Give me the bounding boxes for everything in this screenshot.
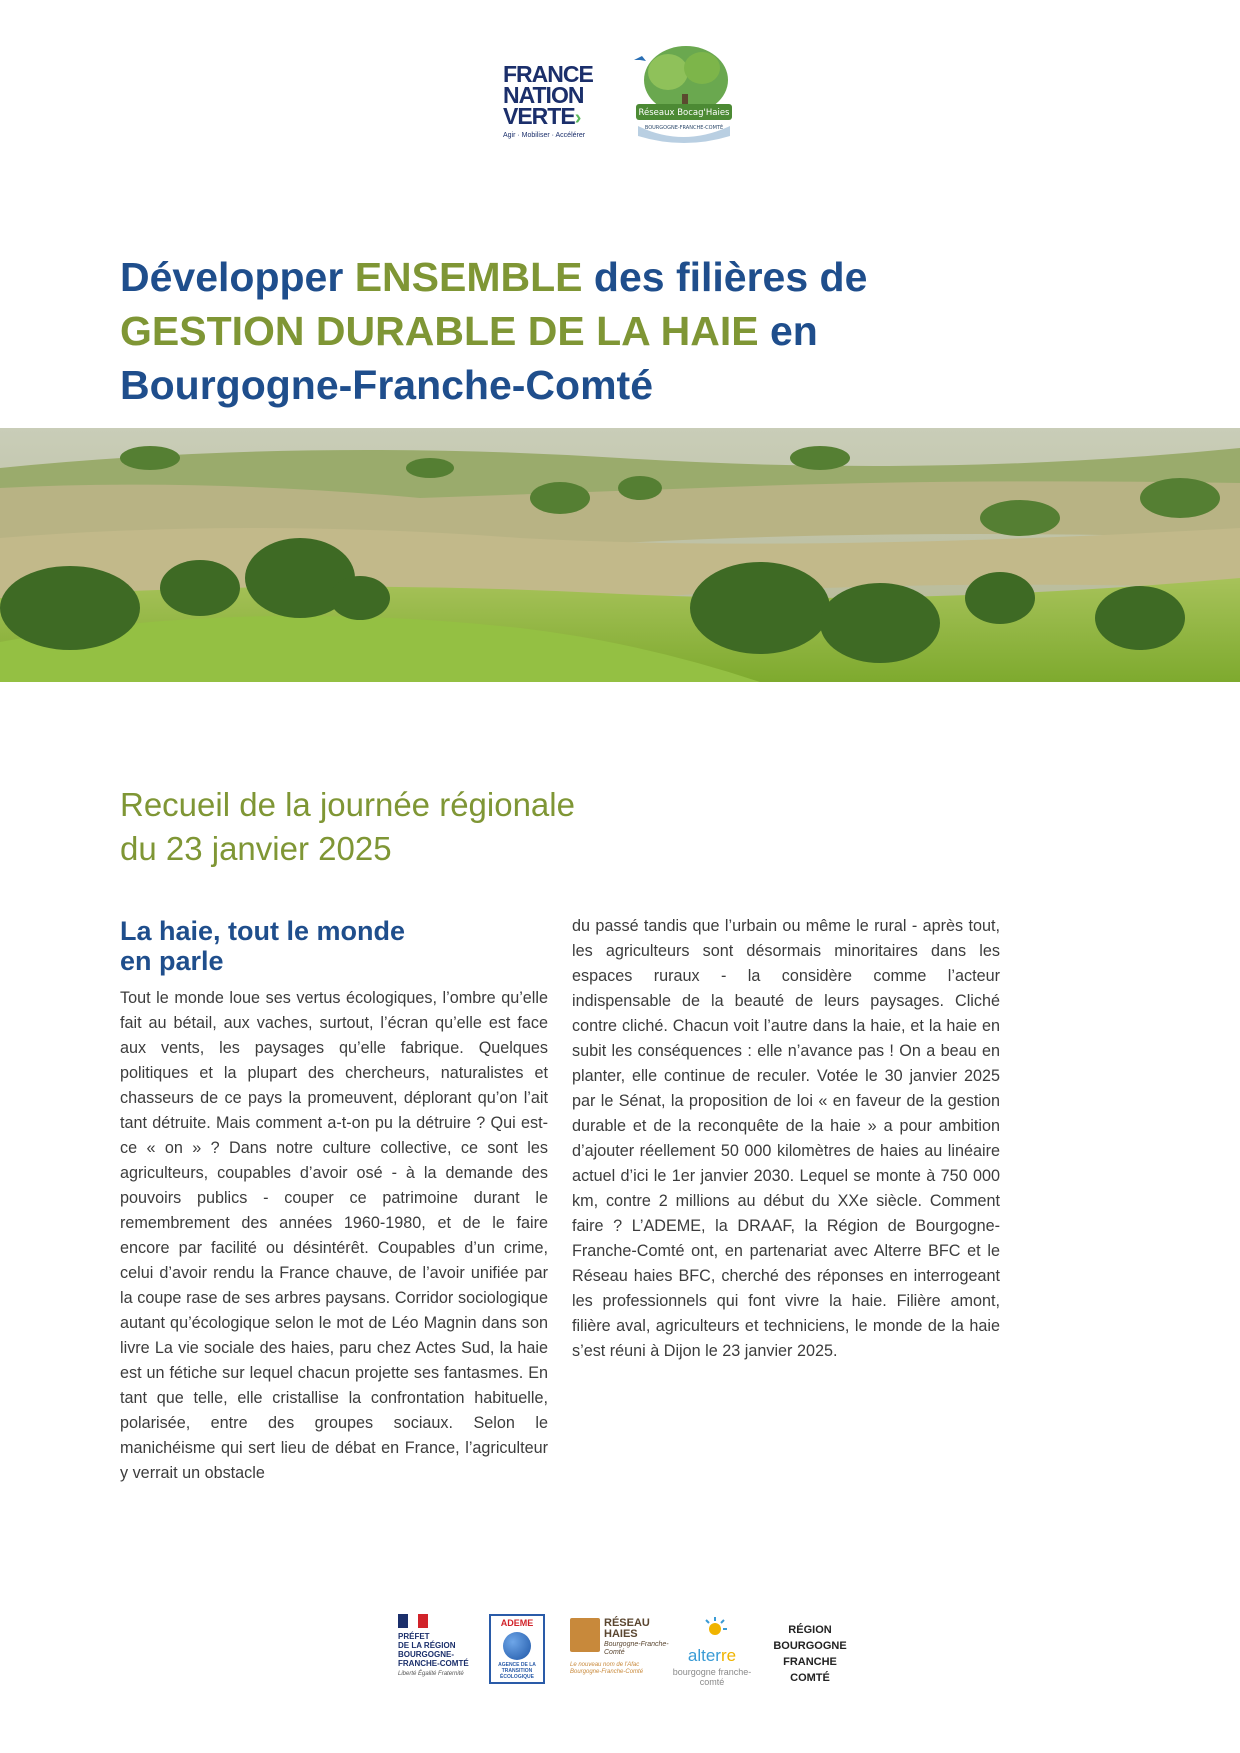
landscape-photo	[0, 428, 1240, 682]
reseau-haies-name: RÉSEAU HAIES	[604, 1617, 650, 1640]
reseau-haies-tagline: Le nouveau nom de l'Afac Bourgogne-Franche-Comté	[570, 1662, 644, 1675]
rbfc-line-3: FRANCHE	[783, 1656, 837, 1668]
alterre-name	[672, 1646, 752, 1666]
fnv-line-3	[503, 103, 611, 129]
title-highlight-2: GESTION DURABLE DE LA HAIE	[120, 308, 759, 354]
france-nation-verte-logo	[503, 61, 611, 142]
prefet-line-1: PRÉFET	[398, 1632, 430, 1641]
globe-icon	[503, 1632, 531, 1660]
sun-icon	[702, 1616, 728, 1642]
tree-icon	[628, 42, 738, 146]
title-part3: en	[758, 308, 818, 354]
page-subtitle	[120, 783, 820, 871]
fnv-line-3-text: VERTE	[503, 103, 575, 129]
fnv-line-2: NATION	[503, 82, 584, 108]
alterre-logo	[672, 1616, 752, 1686]
alterre-name-a: alter	[687, 1646, 721, 1665]
alterre-region: bourgogne franche-comté	[672, 1667, 752, 1687]
fnv-line-1: FRANCE	[503, 61, 593, 87]
title-part2: des filières de	[582, 254, 868, 300]
partner-logos	[390, 1608, 860, 1688]
rbfc-line-2: BOURGOGNE	[773, 1640, 847, 1652]
section-heading	[120, 916, 560, 976]
title-highlight-1: ENSEMBLE	[354, 254, 583, 300]
body-column-1: Tout le monde loue ses vertus écologiques, l’ombre qu’elle fait au bétail, aux vaches, surtout, l’écran qu’elle est face aux vents, les paysages qu’elle fabrique. Quelques politiques et la plupart des chercheurs, naturalistes et chasseurs de ce pays la promeuvent, déplorant qu’on l’ait tant détruite. Mais comment a-t-on pu la détruire ? Qui est-ce « on » ? Dans notre culture collective, ce sont les agriculteurs, coupables d’avoir osé - à la demande des pouvoirs publics - couper ce patrimoine durant le remembrement des années 1960-1980, et de le faire encore par facilité ou désintérêt. Coupables d’un crime, celui d’avoir rendu la France chauve, de l’avoir unifiée par la coupe rase de ses arbres paysans. Corridor sociologique autant qu’écologique selon le mot de Léo Magnin dans son livre La vie sociale des haies, paru chez Actes Sud, la haie est un fétiche sur lequel chacun projette ses fantasmes. En tant que telle, elle cristallise la confrontation habituelle, polarisée, entre des groupes sociaux. Selon le manichéisme qui sert lieu de débat en France, l’agriculteur y verrait un obstacle	[120, 989, 548, 1482]
page-title	[120, 250, 1000, 412]
prefet-line-2: DE LA RÉGION	[398, 1641, 456, 1650]
landscape-illustration	[0, 428, 1240, 682]
alterre-name-b: re	[720, 1646, 737, 1665]
heading-line-1: La haie, tout le monde	[120, 916, 406, 946]
title-part4: Bourgogne-Franche-Comté	[120, 362, 653, 408]
reseau-haies-region: Bourgogne-Franche-Comté	[604, 1641, 669, 1656]
rbfc-line-4: COMTÉ	[790, 1672, 830, 1684]
reseau-haies-logo	[570, 1618, 670, 1684]
prefet-motto: Liberté Égalité Fraternité	[398, 1671, 464, 1677]
chevron-right-icon: ›	[574, 107, 581, 129]
region-bfc-logo	[765, 1622, 855, 1688]
hedge-icon	[570, 1618, 600, 1652]
body-column-2: du passé tandis que l’urbain ou même le rural - après tout, les agriculteurs sont désormais minoritaires dans les espaces ruraux - la considère comme l’acteur indispensable de la beauté de leurs paysages. Cliché contre cliché. Chacun voit l’autre dans la haie, et la haie en subit les conséquences : elle n’avance pas ! On a beau en planter, elle continue de reculer. Votée le 30 janvier 2025 par le Sénat, la proposition de loi « en faveur de la gestion durable et de la reconquête de la haie » a pour ambition d’ajouter réellement 50 000 kilomètres de haies au linéaire actuel d’ici le 1er janvier 2030. Lequel se monte à 750 000 km, contre 2 millions au début du XXe siècle. Comment faire ? L’ADEME, la DRAAF, la Région de Bourgogne-Franche-Comté ont, en partenariat avec Alterre BFC et le Réseau haies BFC, cherché des réponses en interrogeant les professionnels qui font vivre la haie. Filière amont, filière aval, agriculteurs et techniciens, le monde de la haie s’est réuni à Dijon le 23 janvier 2025.	[572, 917, 1000, 1360]
ademe-label: ADEME	[500, 1618, 534, 1628]
rbh-name: Réseaux Bocag'Haies	[638, 108, 730, 118]
subtitle-line-1: Recueil de la journée régionale	[120, 786, 575, 823]
subtitle-line-2: du 23 janvier 2025	[120, 830, 392, 867]
reseau-bocag-haies-logo	[628, 42, 738, 146]
french-flag-icon	[398, 1614, 428, 1628]
prefet-logo	[398, 1614, 488, 1684]
fnv-tagline: Agir · Mobiliser · Accélérer	[503, 132, 586, 139]
heading-line-2: en parle	[120, 946, 224, 976]
ademe-logo	[489, 1614, 545, 1684]
prefet-line-3: BOURGOGNE-	[398, 1650, 454, 1659]
rbfc-line-1: RÉGION	[788, 1624, 832, 1636]
rbh-region: BOURGOGNE-FRANCHE-COMTÉ	[644, 125, 724, 131]
ademe-sub: AGENCE DE LA TRANSITION ÉCOLOGIQUE	[498, 1662, 536, 1680]
prefet-line-4: FRANCHE-COMTÉ	[398, 1659, 469, 1668]
title-part1: Développer	[120, 254, 355, 300]
